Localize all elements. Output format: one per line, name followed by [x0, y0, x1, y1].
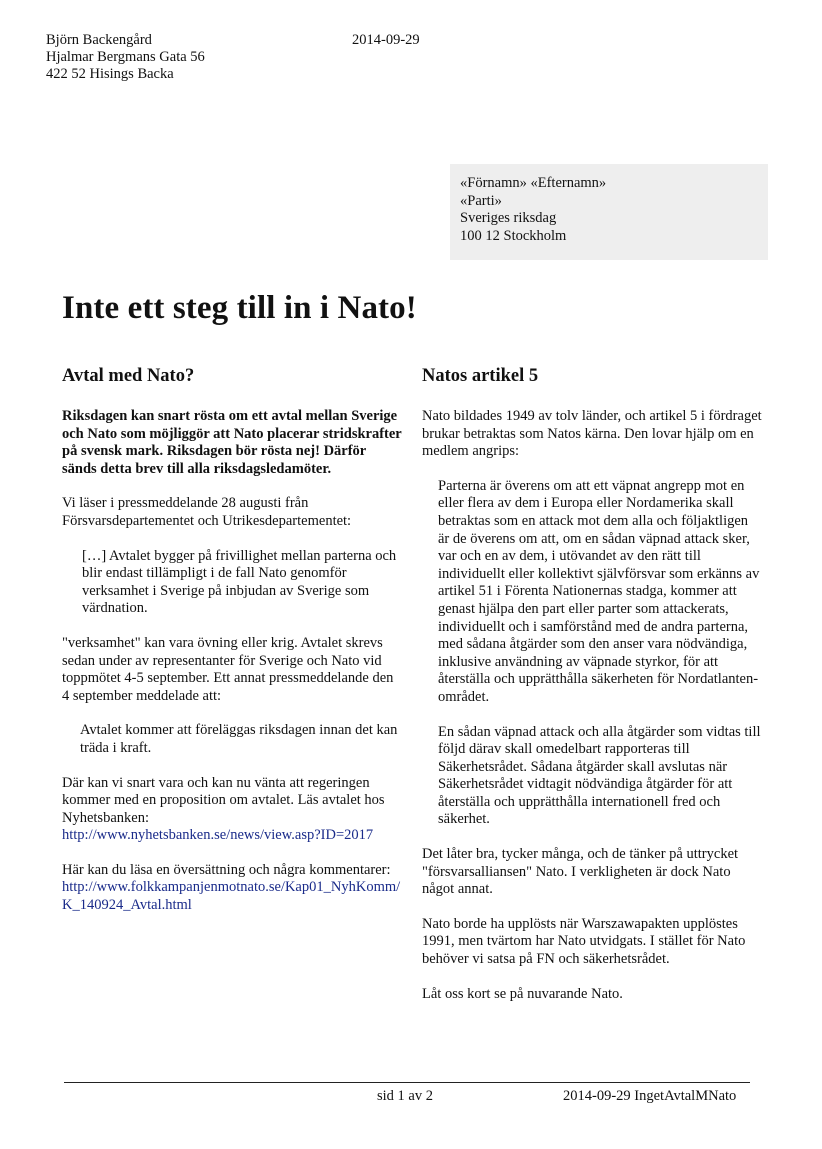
- right-column: [422, 366, 762, 1003]
- left-paragraph-1: Vi läser i pressmeddelande 28 augusti från Försvarsdepartementet och Utrikesdepartementet:: [62, 495, 352, 529]
- recipient-name: «Förnamn» «Efternamn»: [460, 175, 607, 191]
- sender-street: Hjalmar Bergmans Gata 56: [46, 49, 205, 65]
- footer-page-number: sid 1 av 2: [377, 1088, 433, 1104]
- right-heading: Natos artikel 5: [422, 366, 539, 386]
- right-paragraph-4: Låt oss kort se på nuvarande Nato.: [422, 985, 623, 1002]
- letter-date: 2014-09-29: [352, 32, 420, 48]
- left-intro: Riksdagen kan snart rösta om ett avtal mellan Sverige och Nato som möjliggör att Nato placerar stridskrafter på svensk mark. Riksdagen bör rösta nej! Därför sänds detta brev till alla riksdagsledamöter.: [62, 408, 402, 477]
- left-paragraph-2: "verksamhet" kan vara övning eller krig. Avtalet skrevs sedan under av representanter för Sverige och Nato vid toppmötet 4-5 september. Ett annat pressmeddelande den 4 september meddelade att:: [62, 634, 394, 704]
- sender-name: Björn Backengård: [46, 32, 152, 48]
- recipient-party: «Parti»: [460, 192, 502, 209]
- recipient-postal: 100 12 Stockholm: [460, 227, 567, 244]
- right-quote-1: Parterna är överens om att ett väpnat angrepp mot en eller flera av dem i Europa eller Nordamerika skall betraktas som en attack mot dem alla och följaktligen är de överens om att, om en sådan väpnad attack sker, var och en av dem, i utövandet av den rätt till individuellt eller kollektivt självförsvar som erkänns av artikel 51 i Förenta Nationernas stadga, kommer att genast hjälpa den part eller parter som attackerats, individuellt och i samförstånd med de andra parterna, med sådana åtgärder som den anser vara nödvändiga, inklusive användning av väpnade styrkor, för att återställa och upprätthålla säkerheten för Nordatlanten-området.: [438, 477, 760, 705]
- left-quote-2: Avtalet kommer att föreläggas riksdagen innan det kan träda i kraft.: [80, 722, 398, 756]
- nyhetsbanken-link[interactable]: http://www.nyhetsbanken.se/news/view.asp?ID=2017: [62, 827, 374, 844]
- footer-divider: [64, 1082, 750, 1083]
- footer-doc-id: 2014-09-29 IngetAvtalMNato: [563, 1088, 737, 1104]
- folkkampanjen-link[interactable]: http://www.folkkampanjenmotnato.se/Kap01_NyhKomm/K_140924_Avtal.html: [62, 879, 401, 914]
- left-column: [62, 366, 402, 915]
- left-quote-1: […] Avtalet bygger på frivillighet mellan parterna och blir endast tillämpligt i de fall Nato genomför verksamhet i Sverige på inbjudan av Sverige som värdnation.: [82, 547, 397, 617]
- sender-city: 422 52 Hisings Backa: [46, 66, 174, 82]
- recipient-address-box: [450, 164, 768, 260]
- right-paragraph-3: Nato borde ha upplösts när Warszawapakten upplöstes 1991, men tvärtom har Nato utvidgats. I stället för Nato behöver vi satsa på FN och säkerhetsrådet.: [422, 915, 746, 968]
- left-paragraph-3: Där kan vi snart vara och kan nu vänta att regeringen kommer med en proposition om avtalet. Läs avtalet hos Nyhetsbanken:: [62, 774, 385, 826]
- page-title: Inte ett steg till in i Nato!: [62, 290, 417, 326]
- right-quote-2: En sådan väpnad attack och alla åtgärder som vidtas till följd därav skall omedelbart rapporteras till Säkerhetsrådet. Sådana åtgärder skall avslutas när Säkerhetsrådet vidtagit nödvändiga åtgärder för att återställa och upprätthålla internationell fred och säkerhet.: [438, 723, 761, 828]
- right-paragraph-1: Nato bildades 1949 av tolv länder, och artikel 5 i fördraget brukar betraktas som Natos kärna. Den lovar hjälp om en medlem angrips:: [422, 408, 762, 460]
- left-paragraph-4: Här kan du läsa en översättning och några kommentarer:: [62, 861, 391, 878]
- sender-address: [46, 32, 205, 83]
- left-heading: Avtal med Nato?: [62, 366, 195, 386]
- right-paragraph-2: Det låter bra, tycker många, och de tänker på uttrycket "försvarsalliansen" Nato. I verkligheten är dock Nato något annat.: [422, 846, 739, 898]
- recipient-org: Sveriges riksdag: [460, 210, 557, 226]
